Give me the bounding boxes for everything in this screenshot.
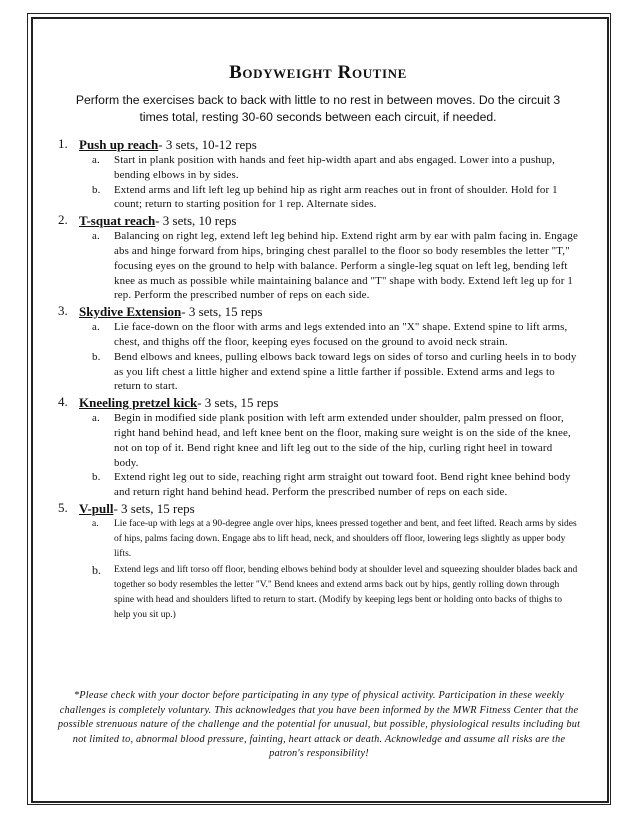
step-letter: a. bbox=[92, 321, 100, 334]
step-text: Lie face-down on the floor with arms and legs extended into an "X" shape. Extend spine to lift arms, chest, and thighs off the floor, keeping eyes focused on the ground to avoid neck strain. bbox=[114, 321, 568, 348]
exercise-number: 1. bbox=[58, 136, 68, 151]
exercise-sets-reps: - 3 sets, 15 reps bbox=[113, 500, 195, 516]
disclaimer-text: *Please check with your doctor before participating in any type of physical activity. Participation in these weekly challenges is completely voluntary. This acknowledges that you have been informed by the MWR Fitness Center that the possible strenuous nature of the challenge and the potential for unusual, but possible, physiological results including but not limited to, abnormal blood pressure, fainting, heart attack or death. Acknowledge and assume all risks are the patron's responsibility! bbox=[57, 690, 581, 760]
step-letter: a. bbox=[92, 230, 100, 243]
step-letter: a. bbox=[92, 412, 100, 425]
exercise-sets-reps: - 3 sets, 15 reps bbox=[197, 395, 279, 411]
step-text: Bend elbows and knees, pulling elbows back toward legs on sides of torso and curling heels in to body as you lift chest a little higher and extend spine a little farther if possible. Extend arms and legs to return to start. bbox=[114, 350, 577, 393]
exercise-skydive-extension bbox=[58, 303, 578, 394]
step-letter: b. bbox=[92, 350, 101, 363]
exercise-heading bbox=[79, 303, 578, 320]
step-item bbox=[92, 350, 578, 394]
exercise-number: 2. bbox=[58, 212, 68, 228]
step-list bbox=[79, 517, 578, 623]
exercise-v-pull bbox=[58, 499, 578, 623]
step-text: Extend arms and lift left leg up behind hip as right arm reaches out in front of shoulder. Hold for 1 count; return to starting position for 1 rep. Alternate sides. bbox=[114, 183, 558, 211]
step-item bbox=[92, 470, 578, 500]
routine-content bbox=[58, 62, 578, 623]
exercise-heading bbox=[79, 136, 578, 153]
step-text: Start in plank position with hands and feet hip-width apart and abs engaged. Lower into a pushup, bending elbows in by sides. bbox=[114, 154, 556, 181]
step-item bbox=[92, 229, 578, 303]
exercise-number: 4. bbox=[58, 394, 68, 410]
step-item bbox=[92, 563, 578, 624]
step-letter: a. bbox=[92, 154, 100, 166]
exercise-name: Push up reach bbox=[79, 137, 159, 152]
exercise-heading bbox=[79, 212, 578, 229]
exercise-heading bbox=[79, 500, 578, 517]
step-letter: b. bbox=[92, 471, 101, 484]
exercise-list bbox=[58, 136, 578, 623]
exercise-heading bbox=[79, 394, 578, 411]
step-text: Begin in modified side plank position with left arm extended under shoulder, palm pressed on floor, right hand behind head, and left knee bent on the floor, making sure weight is on the side of the knee, not on top of it. Bend right knee and lift leg out to the side of the hip, curling right heel in toward body. bbox=[114, 412, 571, 469]
exercise-number: 5. bbox=[58, 499, 68, 515]
step-item bbox=[92, 153, 578, 183]
step-list bbox=[79, 411, 578, 500]
exercise-name: T-squat reach bbox=[79, 213, 156, 229]
step-text: Balancing on right leg, extend left leg behind hip. Extend right arm by ear with palm facing in. Engage abs and hinge forward from hips, bringing chest parallel to the floor so body resembles the letter "T," focusing eyes on the ground to help with balance. Perform a single-leg squat on left leg, bending left knee as much as possible while maintaining balance and "T" shape with body. Extend left leg up for 1 rep. Perform the prescribed number of reps on each side. bbox=[114, 230, 578, 302]
step-text: Extend legs and lift torso off floor, bending elbows behind body at shoulder level and squeezing shoulder blades back and together so body resembles the letter "V." Bend knees and extend arms back out by hips, gently rolling down through spine with head and shoulders lifted to return to start. (Modify by keeping legs bent or holding onto backs of thighs to help you sit up.) bbox=[114, 564, 578, 621]
step-list bbox=[79, 153, 578, 212]
exercise-name: V-pull bbox=[79, 500, 114, 516]
step-item bbox=[92, 517, 578, 563]
exercise-kneeling-pretzel-kick bbox=[58, 394, 578, 500]
intro-paragraph: Perform the exercises back to back with little to no rest in between moves. Do the circuit 3 times total, resting 30-60 seconds between each circuit, if needed. bbox=[75, 93, 561, 124]
step-list bbox=[79, 320, 578, 394]
exercise-number: 3. bbox=[58, 303, 68, 319]
exercise-sets-reps: - 3 sets, 10-12 reps bbox=[158, 137, 257, 152]
step-letter: a. bbox=[92, 518, 99, 529]
step-letter: b. bbox=[92, 562, 101, 577]
step-item bbox=[92, 411, 578, 470]
exercise-name: Skydive Extension bbox=[79, 304, 182, 320]
exercise-push-up-reach bbox=[58, 136, 578, 212]
step-text: Lie face-up with legs at a 90-degree angle over hips, knees pressed together and bent, and feet lifted. Reach arms by sides of hips, palms facing down. Engage abs to lift head, neck, and shoulders off floor, lowering legs slightly as upper body lifts. bbox=[114, 518, 577, 560]
exercise-t-squat-reach bbox=[58, 212, 578, 303]
exercise-sets-reps: - 3 sets, 15 reps bbox=[181, 304, 263, 320]
page-title: Bodyweight Routine bbox=[229, 62, 407, 83]
step-list bbox=[79, 229, 578, 303]
step-text: Extend right leg out to side, reaching right arm straight out toward foot. Bend right knee behind body and return right hand behind head. Perform the prescribed number of reps on each side. bbox=[114, 471, 571, 499]
step-item bbox=[92, 183, 578, 213]
exercise-name: Kneeling pretzel kick bbox=[79, 395, 198, 411]
step-item bbox=[92, 320, 578, 350]
exercise-sets-reps: - 3 sets, 10 reps bbox=[155, 213, 237, 229]
step-letter: b. bbox=[92, 183, 101, 196]
